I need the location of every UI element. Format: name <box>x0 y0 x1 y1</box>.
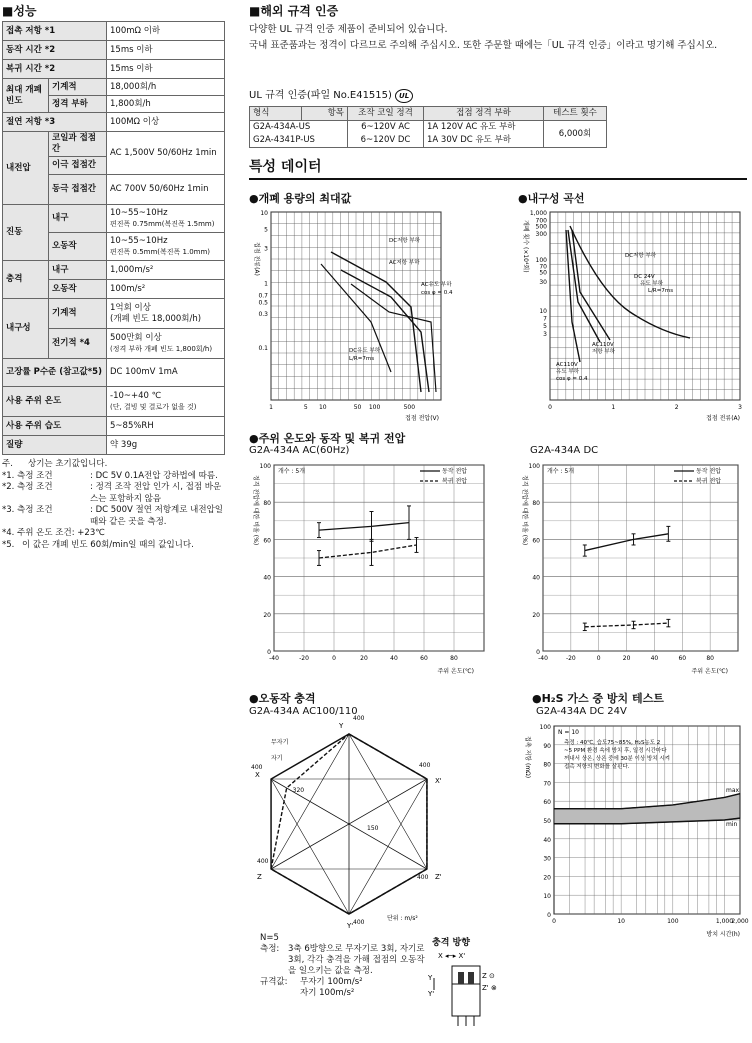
row-value: 15ms 이하 <box>107 60 225 79</box>
y-tick-label: 30 <box>543 855 551 863</box>
series-label: cos φ = 0.4 <box>556 376 588 382</box>
note-text: 3축 6방향으로 무자기로 3회, 자기로 3회, 각각 충격을 가해 접점의 오동작을 일으키는 값을 측정. <box>288 944 425 976</box>
row-sublabel: 기계적 <box>49 79 107 96</box>
series-label: min <box>726 820 738 828</box>
note-text: : +23℃ <box>71 528 105 538</box>
cert-text <box>249 22 747 54</box>
chart2-endurance-curve <box>518 204 748 426</box>
value-line: 500만회 이상 <box>110 332 162 343</box>
row-value: 1,800회/h <box>107 96 225 113</box>
row-sublabel: 코일과 접점간 <box>49 132 107 157</box>
series-line-ac-resistive <box>341 270 429 392</box>
chord-line <box>271 779 349 914</box>
row-sublabel: 내구 <box>49 205 107 233</box>
chord-line <box>271 734 349 869</box>
y-tick-label: 20 <box>543 874 551 882</box>
chart4-plot <box>521 463 738 675</box>
note-key: *5. <box>2 539 15 550</box>
row-value: AC 700V 50/60Hz 1min <box>107 175 225 205</box>
y-tick-label: 100 <box>259 463 271 470</box>
axis-label: Z <box>257 873 262 881</box>
table-row <box>3 436 225 455</box>
chart4-temp-voltage-dc <box>518 457 748 681</box>
row-label: 고장률 P수준 (참고값*5) <box>3 359 107 387</box>
chord-line <box>349 734 427 869</box>
cell-load: 1A 30V DC 유도 부하 <box>424 134 544 148</box>
y-tick-label: 20 <box>263 611 271 619</box>
x-tick-label: 1 <box>611 404 616 411</box>
y-tick-label: 100 <box>539 724 551 731</box>
table-row <box>250 107 607 121</box>
perf-heading: ■성능 <box>2 4 37 18</box>
y-tick-label: 60 <box>543 799 551 807</box>
note-text: 이 값은 개폐 빈도 60회/min일 때의 값입니다. <box>22 539 194 550</box>
y-tick-label: 50 <box>543 818 551 825</box>
row-sublabel: 이극 접점간 <box>49 157 107 175</box>
table-row <box>3 22 225 41</box>
note-key: 규격값: <box>260 977 288 987</box>
note-item <box>2 459 228 471</box>
row-value <box>107 205 225 233</box>
ul-title-row <box>249 86 413 103</box>
series-label: AC유도 부하 <box>421 282 452 288</box>
row-label: 동작 시간 *2 <box>3 41 107 60</box>
legend-label: 무자기 <box>271 739 289 746</box>
x-tick-label: 0 <box>552 918 556 925</box>
x-tick-label: 1,000 <box>715 918 734 925</box>
table-row <box>3 41 225 60</box>
series-label: AC110V <box>592 342 614 348</box>
y-tick-label: 80 <box>543 761 551 769</box>
row-value: AC 1,500V 50/60Hz 1min <box>107 132 225 175</box>
note-key: 측정: <box>260 944 280 954</box>
value-line: 편진폭 0.5mm(복진폭 1.0mm) <box>110 247 211 256</box>
note-spec <box>260 977 430 999</box>
y-tick-label: 10 <box>543 893 551 901</box>
chart6-subtitle: G2A-434A DC 24V <box>536 706 627 717</box>
spec-line: 자기 100m/s² <box>300 988 355 998</box>
y-tick-label: 5 <box>264 226 268 234</box>
row-label: 진동 <box>3 205 49 261</box>
chord-line <box>349 779 427 914</box>
value-label: 320 <box>292 787 305 794</box>
condition-text: 꺼내서 상온, 상온 중에 30분 이상 방치 시켜 <box>564 756 670 762</box>
dir-label-z2: Z' ⊗ <box>482 984 497 992</box>
value-line: (정격 부하 개폐 빈도 1,800회/h) <box>110 344 213 353</box>
series-label: DC 24V <box>634 274 655 280</box>
chart3-subtitle: G2A-434A AC(60Hz) <box>249 445 350 456</box>
series-label: cos φ = 0.4 <box>421 290 453 296</box>
value-label: 400 <box>416 874 429 881</box>
row-sublabel: 동극 접점간 <box>49 175 107 205</box>
sample-count: N = 10 <box>558 729 579 736</box>
y-tick-label: 0.1 <box>258 345 268 353</box>
series-line-ac110v-inductive <box>566 230 580 362</box>
row-value: 100mΩ 이하 <box>107 22 225 41</box>
cell-model: G2A-434A-US <box>250 121 348 135</box>
value-line: -10~+40 ℃ <box>110 390 162 401</box>
note-n: N=5 <box>260 933 279 943</box>
row-label: 사용 주위 습도 <box>3 417 107 436</box>
perf-notes <box>2 459 228 551</box>
row-sublabel: 기계적 <box>49 299 107 329</box>
series-label: DC저항 부하 <box>389 238 421 244</box>
axis-label: Y <box>339 722 344 730</box>
row-value: 약 39g <box>107 436 225 455</box>
chart1-title: ●개폐 용량의 최대값 <box>249 192 352 205</box>
value-line: (개폐 빈도 18,000회/h) <box>110 313 202 324</box>
x-axis-label: 접점 전류(A) <box>706 415 740 422</box>
note-key: 주. <box>2 459 13 469</box>
y-tick-label: 1,000 <box>529 210 547 217</box>
series-label: AC저항 부하 <box>389 260 420 266</box>
y-tick-label: 1 <box>264 280 268 288</box>
chart5-shock-hexagon <box>249 715 449 932</box>
note-text: : DC 5V 0.1A전압 강하법에 따름. <box>90 470 218 481</box>
value-line: 10~55~10Hz <box>110 207 168 218</box>
cell-test-count: 6,000회 <box>544 121 607 148</box>
perf-table <box>2 21 225 455</box>
x-tick-label: 60 <box>678 655 687 662</box>
x-tick-label: 10 <box>617 918 625 925</box>
chart5-notes <box>260 933 430 999</box>
row-sublabel: 오동작 <box>49 233 107 261</box>
dir-label-z: Z ⊙ <box>482 972 495 980</box>
series-line-dc-resistive <box>331 252 421 392</box>
condition-text: 측정 : 40℃, 습도75~85%, H₂S농도 2 <box>564 740 661 746</box>
y-tick-label: 60 <box>532 537 540 545</box>
ul-title: UL 규격 인증(파일 No.E41515) <box>249 90 392 101</box>
chart6-title: ●H₂S 가스 중 방치 테스트 <box>532 692 664 705</box>
col-header: 테스트 횟수 <box>544 107 607 121</box>
chart6-h2s-test <box>518 720 748 942</box>
value-line: 편진폭 0.75mm(복진폭 1.5mm) <box>110 219 215 228</box>
col-header: 조작 코일 정격 <box>348 107 424 121</box>
row-value <box>107 329 225 359</box>
x-tick-label: 3 <box>738 404 742 411</box>
series-label: max <box>726 786 740 794</box>
y-tick-label: 60 <box>263 537 271 545</box>
row-value: 18,000회/h <box>107 79 225 96</box>
row-value: 5~85%RH <box>107 417 225 436</box>
series-label: 유도 부하 <box>640 281 664 287</box>
col-header: 형식 <box>250 107 302 121</box>
cert-heading: ■해외 규격 인증 <box>249 4 339 18</box>
note-item <box>2 471 228 483</box>
value-line: 1억회 이상 <box>110 302 151 313</box>
x-axis-label: 주위 온도(℃) <box>691 668 728 675</box>
y-tick-label: 0 <box>267 649 271 656</box>
x-tick-label: -20 <box>299 655 309 662</box>
series-label: 저항 부하 <box>592 349 616 355</box>
table-row <box>3 60 225 79</box>
chart3-title: ●주위 온도와 동작 및 복귀 전압 <box>249 432 406 445</box>
row-value <box>107 299 225 329</box>
series-label: L/R=7ms <box>648 288 674 294</box>
value-line: (단, 결빙 및 결로가 없을 것) <box>110 402 197 411</box>
shock-direction-diagram <box>420 948 510 1040</box>
chart4-subtitle: G2A-434A DC <box>530 445 599 456</box>
note-key: *4. 주위 온도 조건 <box>2 528 72 538</box>
note-item <box>2 528 228 540</box>
axis-label: X' <box>434 777 442 785</box>
table-row <box>3 359 225 387</box>
table-row <box>3 417 225 436</box>
value-label: 400 <box>257 858 269 865</box>
sample-count: 개수 : 5개 <box>547 468 575 475</box>
row-label: 내구성 <box>3 299 49 359</box>
axis-label: Y' <box>347 922 354 930</box>
y-tick-label: 300 <box>535 230 547 238</box>
row-value <box>107 233 225 261</box>
relay-body <box>452 966 480 1016</box>
y-tick-label: 40 <box>532 574 540 582</box>
y-tick-label: 80 <box>532 500 540 508</box>
series-label: 유도 부하 <box>556 369 580 375</box>
x-tick-label: 0 <box>596 655 601 662</box>
value-label: 400 <box>353 919 365 926</box>
x-axis-label: 접점 전압(V) <box>405 415 439 422</box>
y-tick-label: 50 <box>539 269 547 277</box>
x-tick-label: 0 <box>548 404 552 411</box>
x-tick-label: -40 <box>269 655 279 662</box>
sample-count: 개수 : 5개 <box>278 468 306 475</box>
row-label: 절연 저항 *3 <box>3 113 107 132</box>
y-tick-label: 100 <box>528 463 540 470</box>
y-axis-label: 접촉 저항 (mΩ) <box>524 736 531 779</box>
unit-label: 단위 : m/s² <box>387 915 418 922</box>
cert-text-line: 국내 표준품과는 정격이 다르므로 주의해 주십시오. 또한 주문할 때에는「UL 규격 인증」이라고 명기해 주십시오. <box>249 40 718 51</box>
y-tick-label: 500 <box>535 223 547 231</box>
row-value: 15ms 이하 <box>107 41 225 60</box>
x-tick-label: 80 <box>706 655 714 662</box>
note-key: *1. 측정 조건 <box>2 470 53 481</box>
row-value: 1,000m/s² <box>107 261 225 280</box>
y-tick-label: 0.5 <box>258 299 268 307</box>
y-axis-label: 정격 전압에 대한 비율 (%) <box>252 475 259 546</box>
x-tick-label: 50 <box>353 404 362 411</box>
y-tick-label: 20 <box>532 611 540 619</box>
y-tick-label: 3 <box>264 245 268 253</box>
ul-mark-icon: UL <box>395 89 413 103</box>
row-label: 최대 개폐 빈도 <box>3 79 49 113</box>
row-label: 사용 주위 온도 <box>3 387 107 417</box>
row-label: 접촉 저항 *1 <box>3 22 107 41</box>
x-tick-label: 2 <box>674 404 679 411</box>
condition-text: 접촉 저항의 변화를 살핀다. <box>564 764 630 770</box>
chart6-plot <box>524 724 749 938</box>
row-label: 내전압 <box>3 132 49 205</box>
series-label: L/R=7ms <box>349 356 375 362</box>
x-axis-label: 방치 시간(h) <box>706 931 740 938</box>
y-tick-label: 100 <box>535 257 547 264</box>
y-tick-label: 10 <box>260 210 268 217</box>
y-tick-label: 10 <box>539 308 547 316</box>
y-tick-label: 0 <box>536 649 540 656</box>
y-axis-label: 정격 전압에 대한 비율 (%) <box>521 475 528 546</box>
legend-label: 동작 전압 <box>696 468 722 475</box>
y-tick-label: 40 <box>543 836 551 844</box>
row-sublabel: 오동작 <box>49 280 107 299</box>
x-tick-label: -20 <box>565 655 576 662</box>
shock-direction-title: 충격 방향 <box>432 938 470 948</box>
x-tick-label: 100 <box>368 404 381 411</box>
dir-label-x: X ◂─▸ X' <box>438 952 466 960</box>
y-tick-label: 5 <box>543 322 547 330</box>
table-row <box>3 299 225 329</box>
x-tick-label: 20 <box>622 655 631 662</box>
col-header: 접점 정격 부하 <box>424 107 544 121</box>
y-tick-label: 40 <box>263 574 271 582</box>
y-tick-label: 70 <box>539 263 547 271</box>
y-tick-label: 30 <box>539 278 547 286</box>
y-axis-label: 접점 전류(A) <box>253 242 260 276</box>
value-label: 400 <box>251 764 263 771</box>
chart2-plot <box>522 210 742 422</box>
dir-label-y: Y <box>428 974 433 982</box>
y-tick-label: 700 <box>535 217 547 225</box>
value-label: 400 <box>353 715 365 722</box>
y-tick-label: 0.7 <box>258 292 268 300</box>
x-tick-label: 5 <box>303 404 308 411</box>
value-label: 150 <box>367 825 379 832</box>
row-label: 충격 <box>3 261 49 299</box>
note-measure <box>260 944 430 977</box>
chart2-title: ●내구성 곡선 <box>518 192 585 205</box>
x-tick-label: 2,000 <box>731 918 749 925</box>
chart5-title: ●오동작 충격 <box>249 692 316 705</box>
axis-label: Z' <box>434 873 442 881</box>
y-tick-label: 70 <box>543 780 551 788</box>
y-tick-label: 80 <box>263 500 271 508</box>
note-text: 상기는 초기값입니다. <box>28 459 108 469</box>
relay-contact <box>458 972 464 984</box>
chart5-subtitle: G2A-434A AC100/110 <box>249 706 358 717</box>
x-tick-label: 40 <box>650 655 659 662</box>
chart1-max-switching-capacity <box>249 204 469 426</box>
cell-load: 1A 120V AC 유도 부하 <box>424 121 544 135</box>
row-value: 100m/s² <box>107 280 225 299</box>
ul-table <box>249 106 607 148</box>
spec-line: 무자기 100m/s² <box>300 977 363 987</box>
note-item <box>2 505 228 528</box>
x-tick-label: 1 <box>269 404 273 411</box>
row-label: 복귀 시간 *2 <box>3 60 107 79</box>
legend-label: 자기 <box>271 755 283 762</box>
chart5-plot <box>251 715 442 930</box>
x-tick-label: 80 <box>450 655 458 662</box>
table-row <box>3 261 225 280</box>
note-text: : DC 500V 절연 저항계로 내전압일 때와 같은 곳을 측정. <box>90 505 224 527</box>
x-tick-label: 10 <box>318 404 327 411</box>
row-value: DC 100mV 1mA <box>107 359 225 387</box>
note-key: *3. 측정 조건 <box>2 505 53 515</box>
note-item <box>2 482 228 505</box>
row-value <box>107 387 225 417</box>
x-tick-label: 40 <box>390 655 398 662</box>
cell-coil: 6~120V AC <box>348 121 424 135</box>
x-tick-label: 20 <box>360 655 368 662</box>
table-row <box>250 121 607 135</box>
x-tick-label: -40 <box>538 655 548 662</box>
x-tick-label: 60 <box>420 655 428 662</box>
table-row <box>3 132 225 157</box>
legend-label: 복귀 전압 <box>696 478 722 485</box>
x-tick-label: 0 <box>332 655 336 662</box>
value-line: 10~55~10Hz <box>110 235 168 246</box>
x-tick-label: 100 <box>667 918 679 925</box>
y-tick-label: 0.3 <box>258 311 268 319</box>
x-tick-label: 500 <box>403 404 416 411</box>
legend-label: 동작 전압 <box>442 468 468 475</box>
chart3-temp-voltage-ac <box>249 457 499 681</box>
cell-model: G2A-4341P-US <box>250 134 348 148</box>
cell-coil: 6~120V DC <box>348 134 424 148</box>
table-row <box>3 205 225 233</box>
dir-label-y2: Y' <box>428 990 435 998</box>
table-row <box>3 113 225 132</box>
row-sublabel: 전기적 *4 <box>49 329 107 359</box>
series-label: DC유도 부하 <box>349 348 381 354</box>
row-value: 100MΩ 이상 <box>107 113 225 132</box>
y-tick-label: 90 <box>543 742 551 750</box>
relay-contact <box>468 972 474 984</box>
y-tick-label: 7 <box>543 315 547 323</box>
col-header: 항목 <box>302 107 348 121</box>
cert-text-line: 다양한 UL 규격 인증 제품이 준비되어 있습니다. <box>249 24 448 35</box>
char-heading-bar <box>249 156 747 180</box>
y-axis-label: 개폐 횟수 (×10⁴회) <box>522 220 529 273</box>
row-label: 질량 <box>3 436 107 455</box>
note-item <box>2 540 228 552</box>
y-tick-label: 3 <box>543 331 547 339</box>
table-row <box>3 387 225 417</box>
table-row <box>3 79 225 96</box>
series-label: AC110V <box>556 362 578 368</box>
series-label: DC저항 부하 <box>625 253 657 259</box>
note-text: : 정격 조작 전압 인가 시, 접점 바운스는 포함하지 않음 <box>90 482 222 504</box>
char-heading: 특성 데이터 <box>249 159 322 175</box>
x-axis-label: 주위 온도(℃) <box>437 668 474 675</box>
value-label: 400 <box>418 762 431 769</box>
axis-label: X <box>255 771 260 779</box>
note-key: *2. 측정 조건 <box>2 482 53 492</box>
y-tick-label: 0 <box>547 912 551 919</box>
legend-label: 복귀 전압 <box>442 478 468 485</box>
condition-text: ~5 PPM 환경 속에 방치 후, 일정 시간마다 <box>564 748 667 754</box>
chart3-plot <box>252 463 484 675</box>
row-sublabel: 내구 <box>49 261 107 280</box>
row-sublabel: 정격 부하 <box>49 96 107 113</box>
series-line-release <box>319 545 417 558</box>
chart1-plot <box>253 210 453 422</box>
